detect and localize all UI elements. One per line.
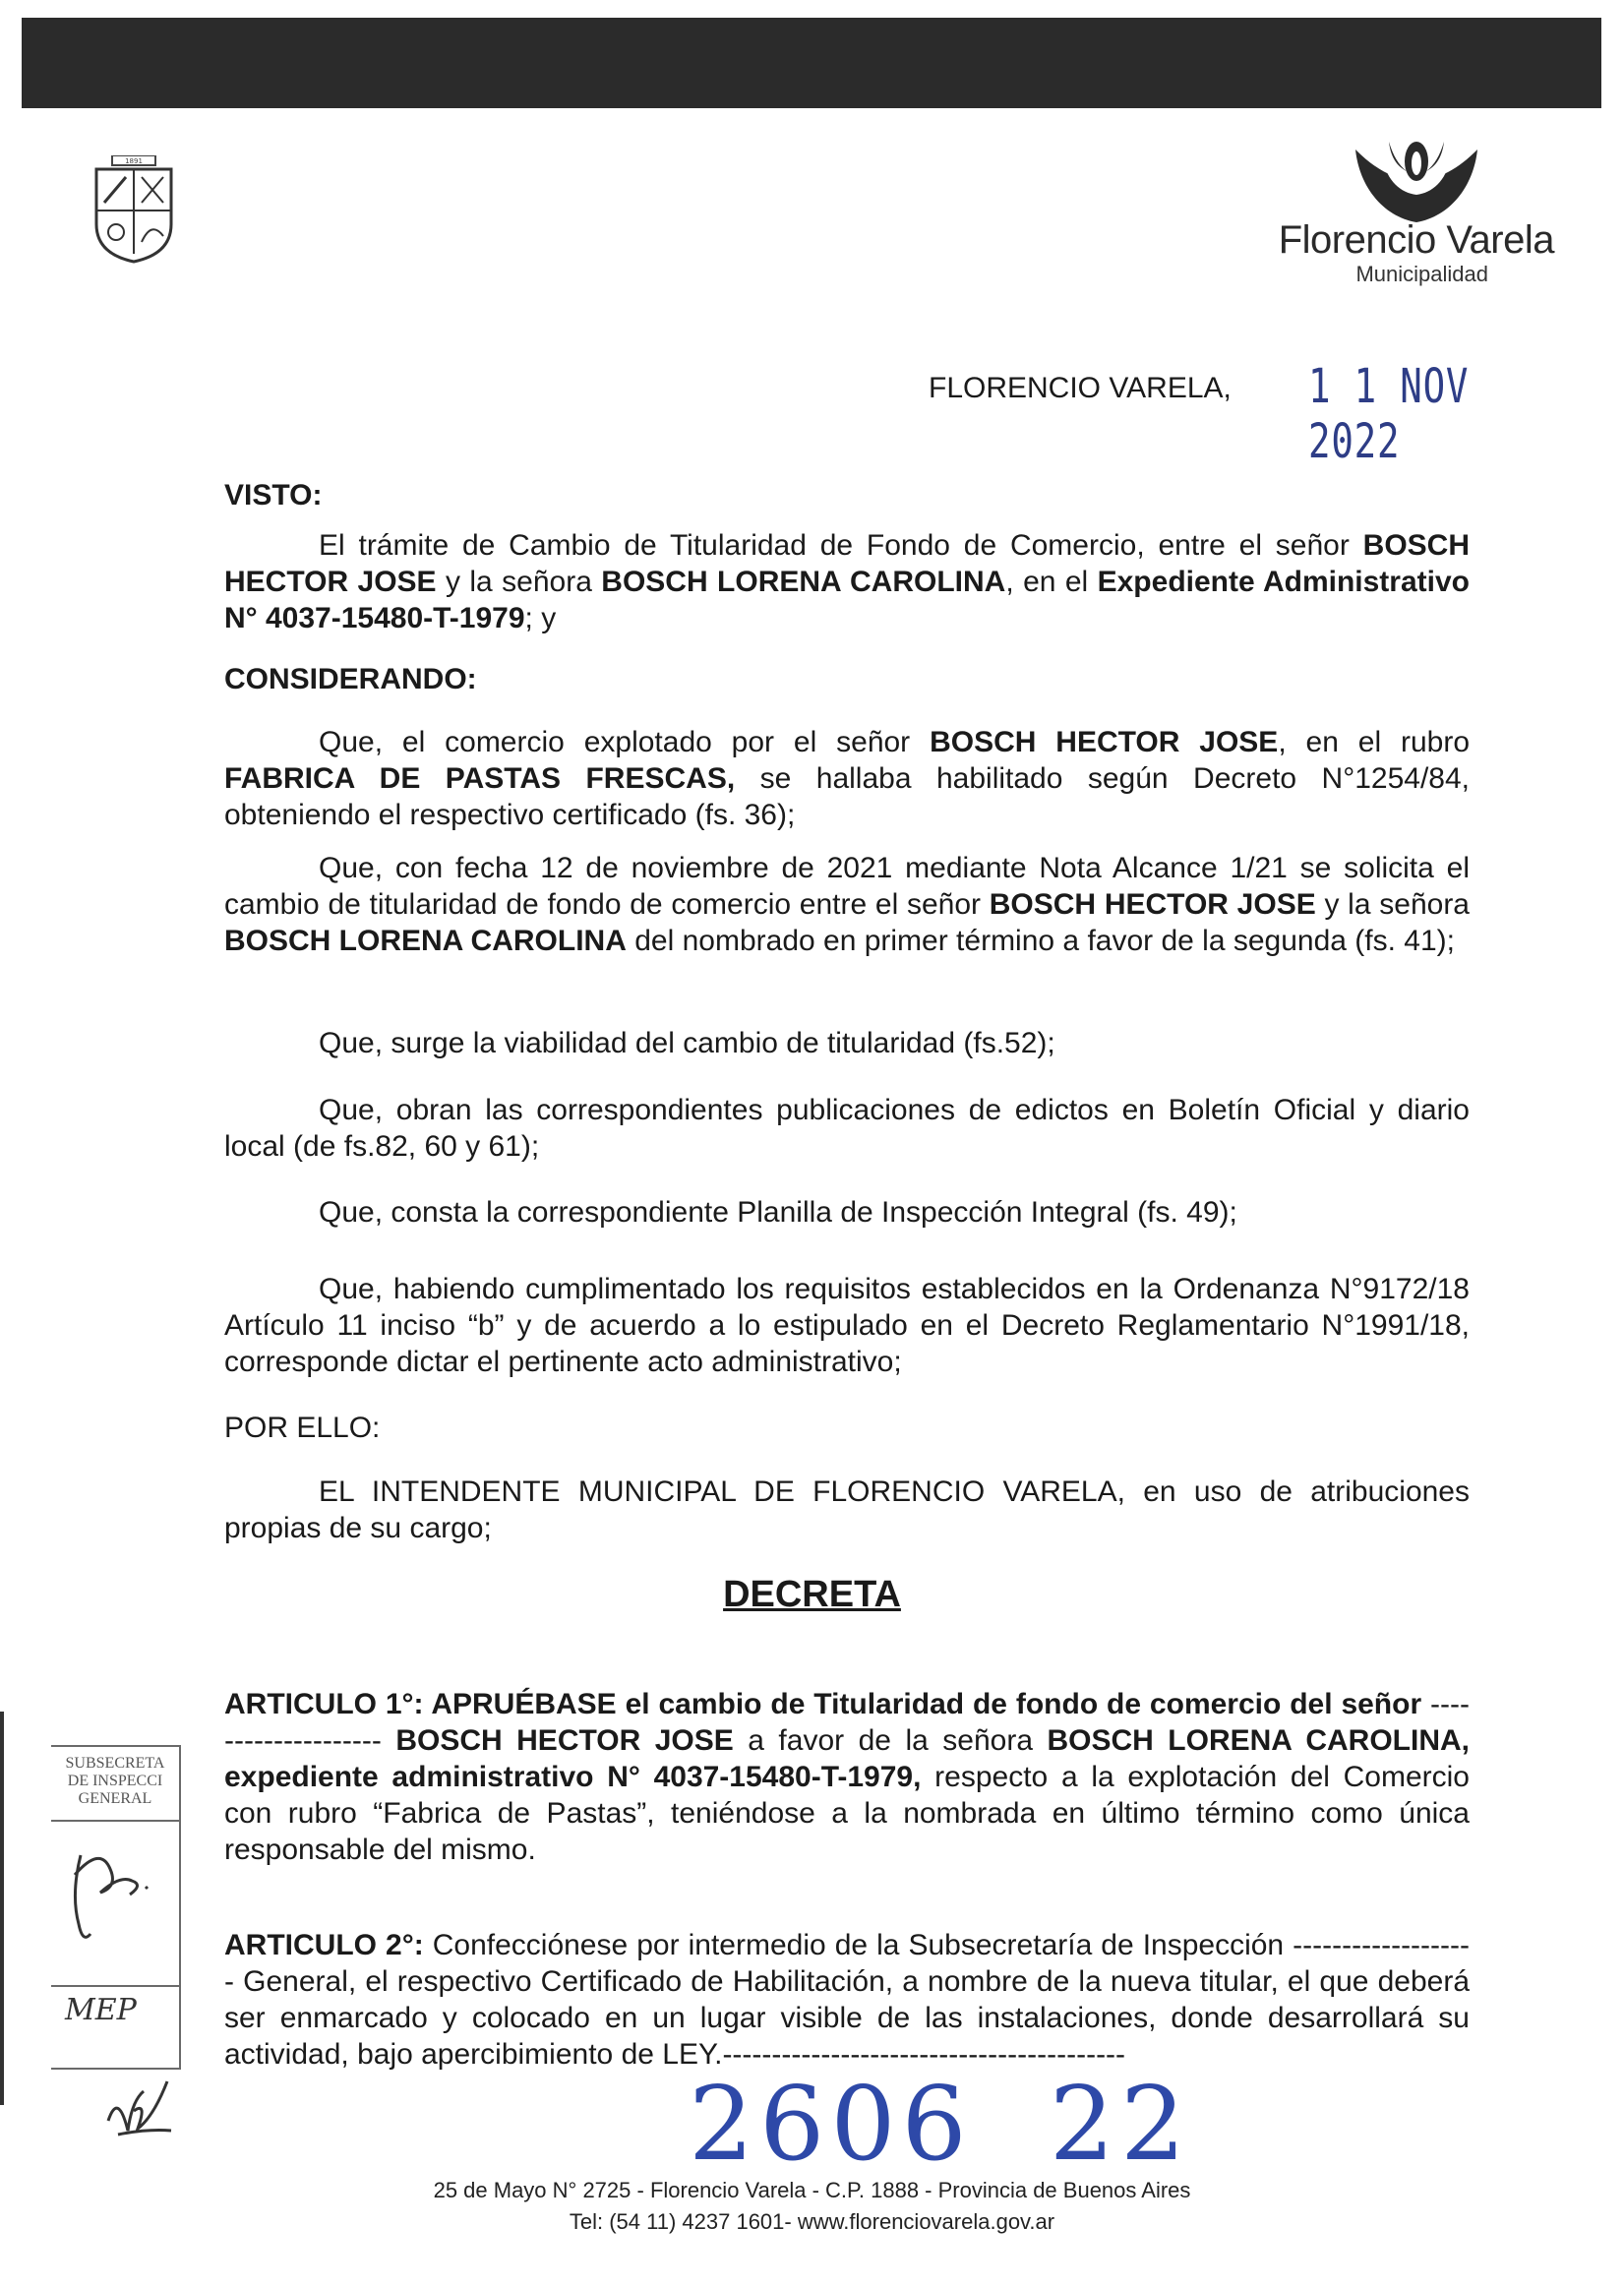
- visto-heading: VISTO:: [224, 479, 323, 512]
- articulo-2-text: Confecciónese por intermedio de la Subsecretaría de Inspección: [423, 1929, 1285, 1961]
- articulo-1-text: APRUÉBASE el cambio de Titularidad de fondo de comercio del señor: [423, 1688, 1422, 1720]
- visto-text: El trámite de Cambio de Titularidad de Fondo de Comercio, entre el señor: [319, 529, 1363, 562]
- svg-text:1891: 1891: [125, 157, 143, 165]
- considerando-paragraph-5: Que, consta la correspondiente Planilla de Inspección Integral (fs. 49);: [319, 1196, 1237, 1229]
- footer-contact: Tel: (54 11) 4237 1601- www.florenciovarela.gov.ar: [569, 2209, 1055, 2234]
- articulo-1-text: respecto a la explotación del Comercio con rubro “Fabrica de Pastas”, teniéndose a la nombrada en último término como única responsable del mismo.: [224, 1761, 1470, 1866]
- considerando-text: y la señora: [1315, 888, 1470, 921]
- handwritten-signature-icon: [61, 1836, 159, 1954]
- logo-subtitle: Municipalidad: [1355, 262, 1488, 286]
- considerando-paragraph-2: [224, 850, 1470, 959]
- side-stamp-line-3: GENERAL: [78, 1790, 152, 1807]
- decreta-heading: DECRETA: [723, 1574, 901, 1615]
- articulo-2-dashes: -------------------: [224, 1929, 1470, 1998]
- side-stamp-divider: [51, 1820, 179, 1822]
- footer-address: 25 de Mayo N° 2725 - Florencio Varela - C.P. 1888 - Provincia de Buenos Aires: [433, 2178, 1191, 2202]
- visto-name-2: BOSCH LORENA CAROLINA: [601, 566, 1006, 598]
- handwritten-initials: MEP: [65, 1993, 137, 2027]
- articulo-1: [224, 1686, 1470, 1868]
- side-stamp-line-1: SUBSECRETA: [65, 1755, 165, 1772]
- side-stamp-text: [51, 1755, 179, 1808]
- considerando-name: BOSCH HECTOR JOSE: [930, 726, 1279, 758]
- visto-text: y la señora: [436, 566, 602, 598]
- considerando-paragraph-1: [224, 724, 1470, 833]
- considerando-paragraph-4: Que, obran las correspondientes publicaciones de edictos en Boletín Oficial y diario local (de fs.82, 60 y 61);: [224, 1094, 1470, 1163]
- considerando-paragraph-3: Que, surge la viabilidad del cambio de titularidad (fs.52);: [319, 1027, 1055, 1059]
- visto-paragraph: [224, 527, 1470, 636]
- scan-left-edge: [0, 1712, 4, 2105]
- articulo-2: [224, 1927, 1470, 2073]
- considerando-paragraph-6: Que, habiendo cumplimentado los requisitos establecidos en la Ordenanza N°9172/18 Artículo 11 inciso “b” y de acuerdo a lo estipulado en el Decreto Reglamentario N°1991/18, corresponde dictar el pertinente acto administrativo;: [224, 1273, 1470, 1378]
- por-ello-paragraph: EL INTENDENTE MUNICIPAL DE FLORENCIO VARELA, en uso de atribuciones propias de su cargo;: [224, 1475, 1470, 1544]
- articulo-1-label: ARTICULO 1°:: [224, 1688, 424, 1720]
- articulo-1-name-expediente: BOSCH LORENA CAROLINA, expediente administrativo N° 4037-15480-T-1979,: [224, 1724, 1470, 1793]
- considerando-text: Que, con fecha 12 de noviembre de 2021 mediante Nota Alcance 1/21 se solicita el cambio de titularidad de fondo de comercio entre el señor: [224, 852, 1470, 921]
- considerando-text: del nombrado en primer término a favor de la segunda (fs. 41);: [626, 925, 1455, 957]
- por-ello-heading: POR ELLO:: [224, 1412, 381, 1444]
- inspeccion-side-stamp: [51, 1745, 181, 2070]
- decree-number-stamp: 2606 22: [689, 2064, 1192, 2184]
- considerando-text: , en el rubro: [1278, 726, 1471, 758]
- municipal-crest-icon: [90, 155, 177, 264]
- visto-text: ; y: [524, 602, 557, 634]
- logo-name: Florencio Varela: [1278, 218, 1554, 262]
- articulo-2-label: ARTICULO 2°:: [224, 1929, 424, 1961]
- considerando-heading: CONSIDERANDO:: [224, 663, 477, 695]
- considerando-name: BOSCH LORENA CAROLINA: [224, 925, 627, 957]
- considerando-text: Que, el comercio explotado por el señor: [319, 726, 931, 758]
- articulo-2-text: General, el respectivo Certificado de Habilitación, a nombre de la nueva titular, el que deberá ser enmarcado y colocado en un lugar visible de las instalaciones, donde desarrollará su actividad, bajo apercibimiento de LEY.-----------------------------------------: [224, 1965, 1470, 2071]
- date-stamp: 1 1 NOV 2022: [1308, 359, 1470, 469]
- visto-text: , en el: [1005, 566, 1098, 598]
- scan-top-border: [22, 18, 1601, 108]
- handwritten-initials-icon: [98, 2072, 177, 2140]
- articulo-1-name: BOSCH HECTOR JOSE: [381, 1724, 734, 1757]
- side-stamp-line-2: DE INSPECCI: [67, 1773, 163, 1789]
- articulo-1-dashes: --------------------: [224, 1688, 1470, 1757]
- considerando-rubro: FABRICA DE PASTAS FRESCAS,: [224, 762, 736, 795]
- florencio-varela-logo-icon: [1350, 138, 1483, 224]
- dateline-place: FLORENCIO VARELA,: [929, 372, 1232, 404]
- visto-expediente: Expediente Administrativo N° 4037-15480-T-1979: [224, 566, 1470, 634]
- articulo-1-text: a favor de la señora: [733, 1724, 1048, 1757]
- considerando-name: BOSCH HECTOR JOSE: [989, 888, 1316, 921]
- side-stamp-divider: [51, 1985, 179, 1987]
- visto-name-1: BOSCH HECTOR JOSE: [224, 529, 1470, 598]
- considerando-text: se hallaba habilitado según Decreto N°1254/84, obteniendo el respectivo certificado (fs. 36);: [224, 762, 1470, 831]
